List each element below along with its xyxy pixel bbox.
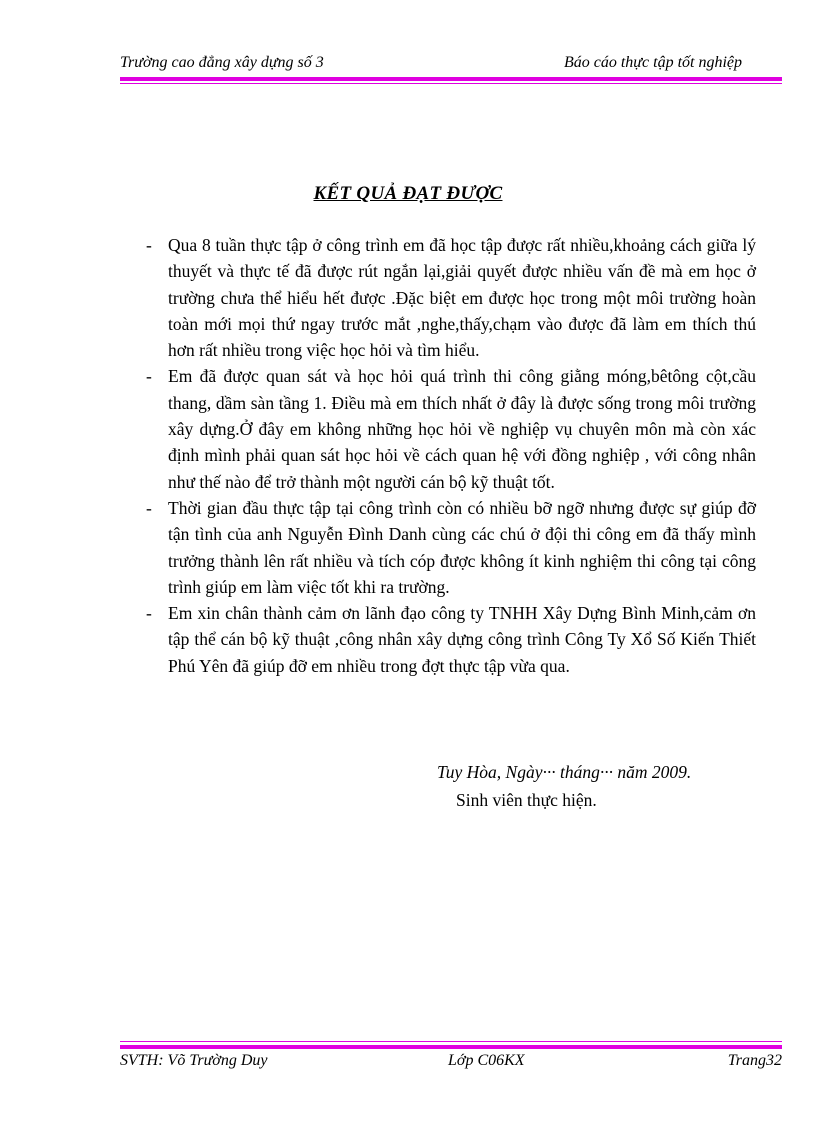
list-item bbox=[146, 232, 756, 363]
results-list bbox=[146, 232, 756, 679]
list-item-text: Em đã được quan sát và học hỏi quá trình thi công giằng móng,bêtông cột,cầu thang, dầm sàn tầng 1. Điều mà em thích nhất ở đây là được sống trong môi trường xây dựng.Ở đây em không những học hỏi về nghiệp vụ chuyên môn mà còn xác định mình phải quan sát học hỏi về cách quan hệ với đồng nghiệp , với công nhân như thế nào để trở thành một người cán bộ kỹ thuật tốt. bbox=[168, 366, 756, 492]
list-item bbox=[146, 495, 756, 600]
page-title: KẾT QUẢ ĐẠT ĐƯỢC bbox=[313, 183, 503, 204]
list-item-text: Qua 8 tuần thực tập ở công trình em đã học tập được rất nhiều,khoảng cách giữa lý thuyết và thực tế đã được rút ngắn lại,giải quyết được nhiều vấn đề mà em học ở trường chưa thể hiểu hết được .Đặc biệt em được học trong một môi trường hoàn toàn mới mọi thứ ngay trước mắt ,nghe,thấy,chạm vào được đã làm em thích thú hơn rất nhiều trong việc học hỏi và tìm hiểu. bbox=[168, 235, 756, 361]
header-rule-thick bbox=[120, 77, 782, 81]
page-footer bbox=[120, 1052, 782, 1074]
footer-student-name: SVTH: Võ Trường Duy bbox=[120, 1052, 268, 1069]
footer-class: Lớp C06KX bbox=[448, 1052, 525, 1069]
list-item bbox=[146, 600, 756, 679]
bullet-dash: - bbox=[146, 235, 152, 255]
header-report-title: Báo cáo thực tập tốt nghiệp bbox=[563, 54, 742, 71]
signature-date: Tuy Hòa, Ngày··· tháng··· năm 2009. bbox=[437, 762, 692, 782]
footer-rule-thick bbox=[120, 1045, 782, 1049]
list-item-text: Thời gian đầu thực tập tại công trình còn có nhiều bỡ ngỡ nhưng được sự giúp đỡ tận tình của anh Nguyễn Đình Danh cùng các chú ở đội thi công em đã thấy mình trưởng thành lên rất nhiều và tích cóp được không ít kinh nghiệm thi công tại công trình giúp em làm việc tốt khi ra trường. bbox=[168, 497, 756, 597]
header-rule-thin bbox=[120, 83, 782, 84]
list-item-text: Em xin chân thành cảm ơn lãnh đạo công ty TNHH Xây Dựng Bình Minh,cảm ơn tập thể cán bộ kỹ thuật ,công nhân xây dựng công trình Công Ty Xổ Số Kiến Thiết Phú Yên đã giúp đỡ em nhiều trong đợt thực tập vừa qua. bbox=[168, 603, 756, 676]
bullet-dash: - bbox=[146, 603, 152, 624]
footer-rule-thin bbox=[120, 1041, 782, 1042]
bullet-dash: - bbox=[146, 366, 152, 387]
list-item bbox=[146, 363, 756, 494]
page-header bbox=[120, 54, 782, 76]
header-school-name: Trường cao đẳng xây dựng số 3 bbox=[120, 54, 324, 71]
bullet-dash: - bbox=[146, 497, 152, 518]
footer-page-number: Trang32 bbox=[727, 1052, 782, 1069]
signature-role: Sinh viên thực hiện. bbox=[456, 790, 597, 810]
